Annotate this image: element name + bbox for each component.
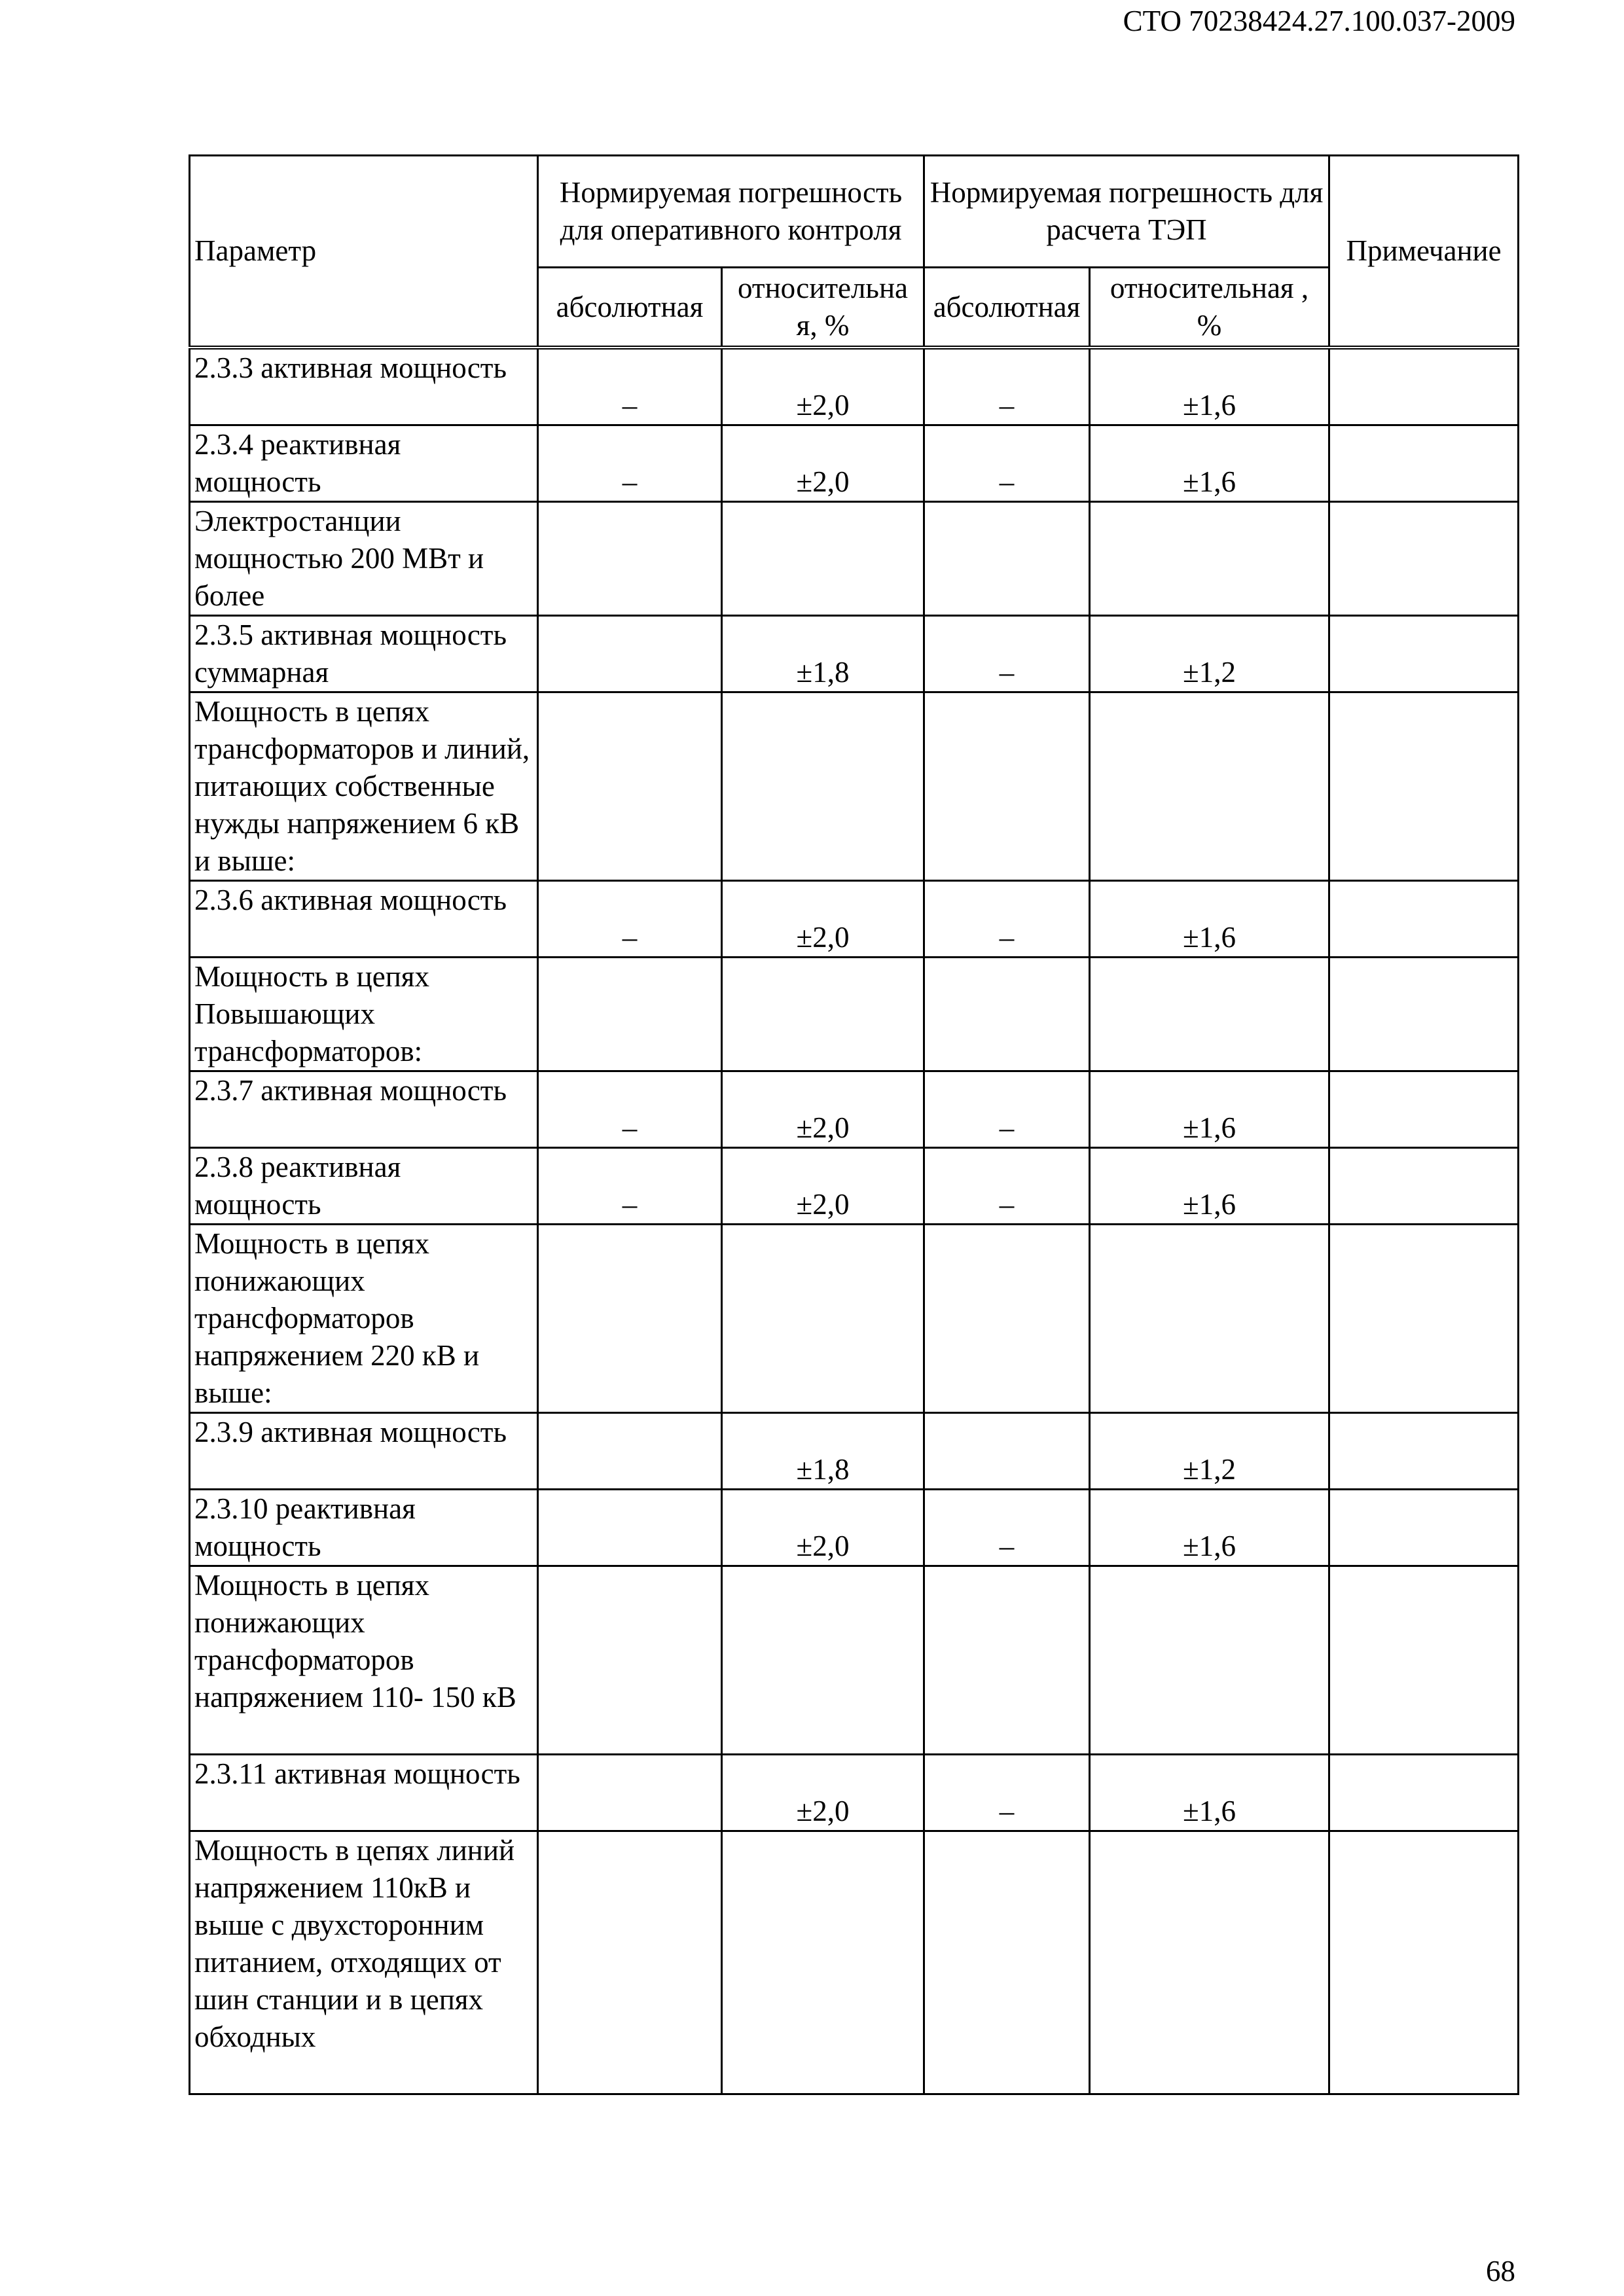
cell-op-rel: ±2,0 [722,1490,924,1566]
cell-op-rel: ±2,0 [722,425,924,502]
cell-tep-abs: – [924,1490,1090,1566]
cell-param: Мощность в цепях трансформаторов и линий, питающих собственные нужды напряжением 6 кВ и выше: [190,692,538,881]
cell-param: Мощность в цепях понижающих трансформаторов напряжением 220 кВ и выше: [190,1225,538,1413]
cell-tep-abs: – [924,348,1090,425]
cell-op-rel: ±2,0 [722,1755,924,1831]
cell-op-abs [538,1413,722,1490]
cell-op-abs: – [538,881,722,958]
cell-op-abs [538,1490,722,1566]
cell-param: 2.3.5 активная мощность суммарная [190,616,538,692]
cell-note [1329,1831,1519,2094]
cell-op-rel: ±2,0 [722,881,924,958]
cell-op-abs [538,1755,722,1831]
page-number: 68 [1486,2255,1515,2287]
cell-note [1329,881,1519,958]
cell-tep-abs [924,1225,1090,1413]
cell-tep-rel [1090,1225,1329,1413]
cell-op-rel: ±2,0 [722,1071,924,1148]
cell-tep-rel: ±1,6 [1090,1755,1329,1831]
table-row [190,1071,1519,1148]
table-row [190,692,1519,881]
table-row [190,1831,1519,2094]
cell-tep-rel [1090,692,1329,881]
cell-tep-rel: ±1,2 [1090,616,1329,692]
cell-op-abs [538,1225,722,1413]
table-row [190,958,1519,1071]
cell-note [1329,616,1519,692]
cell-op-abs [538,502,722,616]
cell-tep-abs [924,502,1090,616]
cell-param: 2.3.4 реактивная мощность [190,425,538,502]
cell-op-abs [538,958,722,1071]
column-header-op-abs: абсолютная [538,268,722,348]
column-header-tep-rel: относительная , % [1090,268,1329,348]
cell-op-rel: ±2,0 [722,1148,924,1225]
cell-param: Мощность в цепях Повышающих трансформаторов: [190,958,538,1071]
cell-op-rel: ±1,8 [722,1413,924,1490]
cell-note [1329,425,1519,502]
cell-note [1329,348,1519,425]
cell-note [1329,1490,1519,1566]
cell-note [1329,1225,1519,1413]
cell-op-rel [722,1225,924,1413]
table-row [190,881,1519,958]
cell-note [1329,1566,1519,1755]
cell-param: Мощность в цепях линий напряжением 110кВ и выше с двухсторонним питанием, отходящих от шин станции и в цепях обходных [190,1831,538,2094]
cell-tep-abs [924,1413,1090,1490]
cell-op-abs [538,1566,722,1755]
cell-param: Электростанции мощностью 200 МВт и более [190,502,538,616]
cell-tep-rel: ±1,6 [1090,1071,1329,1148]
cell-tep-rel [1090,502,1329,616]
table-row [190,1490,1519,1566]
cell-op-rel [722,502,924,616]
table-row [190,502,1519,616]
cell-note [1329,502,1519,616]
parameters-table [189,154,1519,2095]
cell-tep-rel [1090,958,1329,1071]
table-header-row [190,156,1519,268]
cell-param: 2.3.8 реактивная мощность [190,1148,538,1225]
cell-param: 2.3.6 активная мощность [190,881,538,958]
cell-tep-abs: – [924,616,1090,692]
cell-tep-rel: ±1,2 [1090,1413,1329,1490]
table-row [190,1566,1519,1755]
column-header-tep-abs: абсолютная [924,268,1090,348]
column-header-note: Примечание [1329,156,1519,348]
cell-note [1329,1071,1519,1148]
cell-param: 2.3.10 реактивная мощность [190,1490,538,1566]
cell-param: Мощность в цепях понижающих трансформаторов напряжением 110- 150 кВ [190,1566,538,1755]
table-row [190,1413,1519,1490]
cell-tep-rel [1090,1831,1329,2094]
cell-tep-rel: ±1,6 [1090,1148,1329,1225]
table-row [190,1225,1519,1413]
cell-param: 2.3.9 активная мощность [190,1413,538,1490]
cell-op-abs [538,1831,722,2094]
cell-tep-rel: ±1,6 [1090,348,1329,425]
cell-tep-abs [924,692,1090,881]
cell-op-rel: ±1,8 [722,616,924,692]
cell-op-abs: – [538,1148,722,1225]
cell-op-rel: ±2,0 [722,348,924,425]
cell-param: 2.3.3 активная мощность [190,348,538,425]
cell-tep-abs [924,958,1090,1071]
table-row [190,348,1519,425]
cell-op-abs: – [538,425,722,502]
cell-param: 2.3.11 активная мощность [190,1755,538,1831]
cell-op-abs [538,616,722,692]
table-row [190,616,1519,692]
table-row [190,425,1519,502]
cell-note [1329,1413,1519,1490]
cell-op-rel [722,1566,924,1755]
column-header-param: Параметр [190,156,538,348]
column-group-operational: Нормируемая погрешность для оперативного контроля [538,156,924,268]
cell-tep-abs: – [924,881,1090,958]
cell-op-abs: – [538,1071,722,1148]
cell-tep-abs [924,1831,1090,2094]
cell-tep-abs: – [924,425,1090,502]
cell-note [1329,692,1519,881]
cell-op-abs: – [538,348,722,425]
cell-op-rel [722,692,924,881]
cell-tep-abs [924,1566,1090,1755]
column-header-op-rel: относительна я, % [722,268,924,348]
cell-tep-abs: – [924,1148,1090,1225]
cell-op-rel [722,958,924,1071]
cell-tep-rel [1090,1566,1329,1755]
cell-op-rel [722,1831,924,2094]
cell-tep-rel: ±1,6 [1090,1490,1329,1566]
cell-tep-abs: – [924,1071,1090,1148]
table-row [190,1148,1519,1225]
cell-tep-abs: – [924,1755,1090,1831]
cell-param: 2.3.7 активная мощность [190,1071,538,1148]
cell-tep-rel: ±1,6 [1090,881,1329,958]
cell-note [1329,1148,1519,1225]
cell-tep-rel: ±1,6 [1090,425,1329,502]
table-row [190,1755,1519,1831]
cell-op-abs [538,692,722,881]
column-group-tep: Нормируемая погрешность для расчета ТЭП [924,156,1329,268]
cell-note [1329,958,1519,1071]
cell-note [1329,1755,1519,1831]
document-code: СТО 70238424.27.100.037-2009 [1123,5,1515,37]
